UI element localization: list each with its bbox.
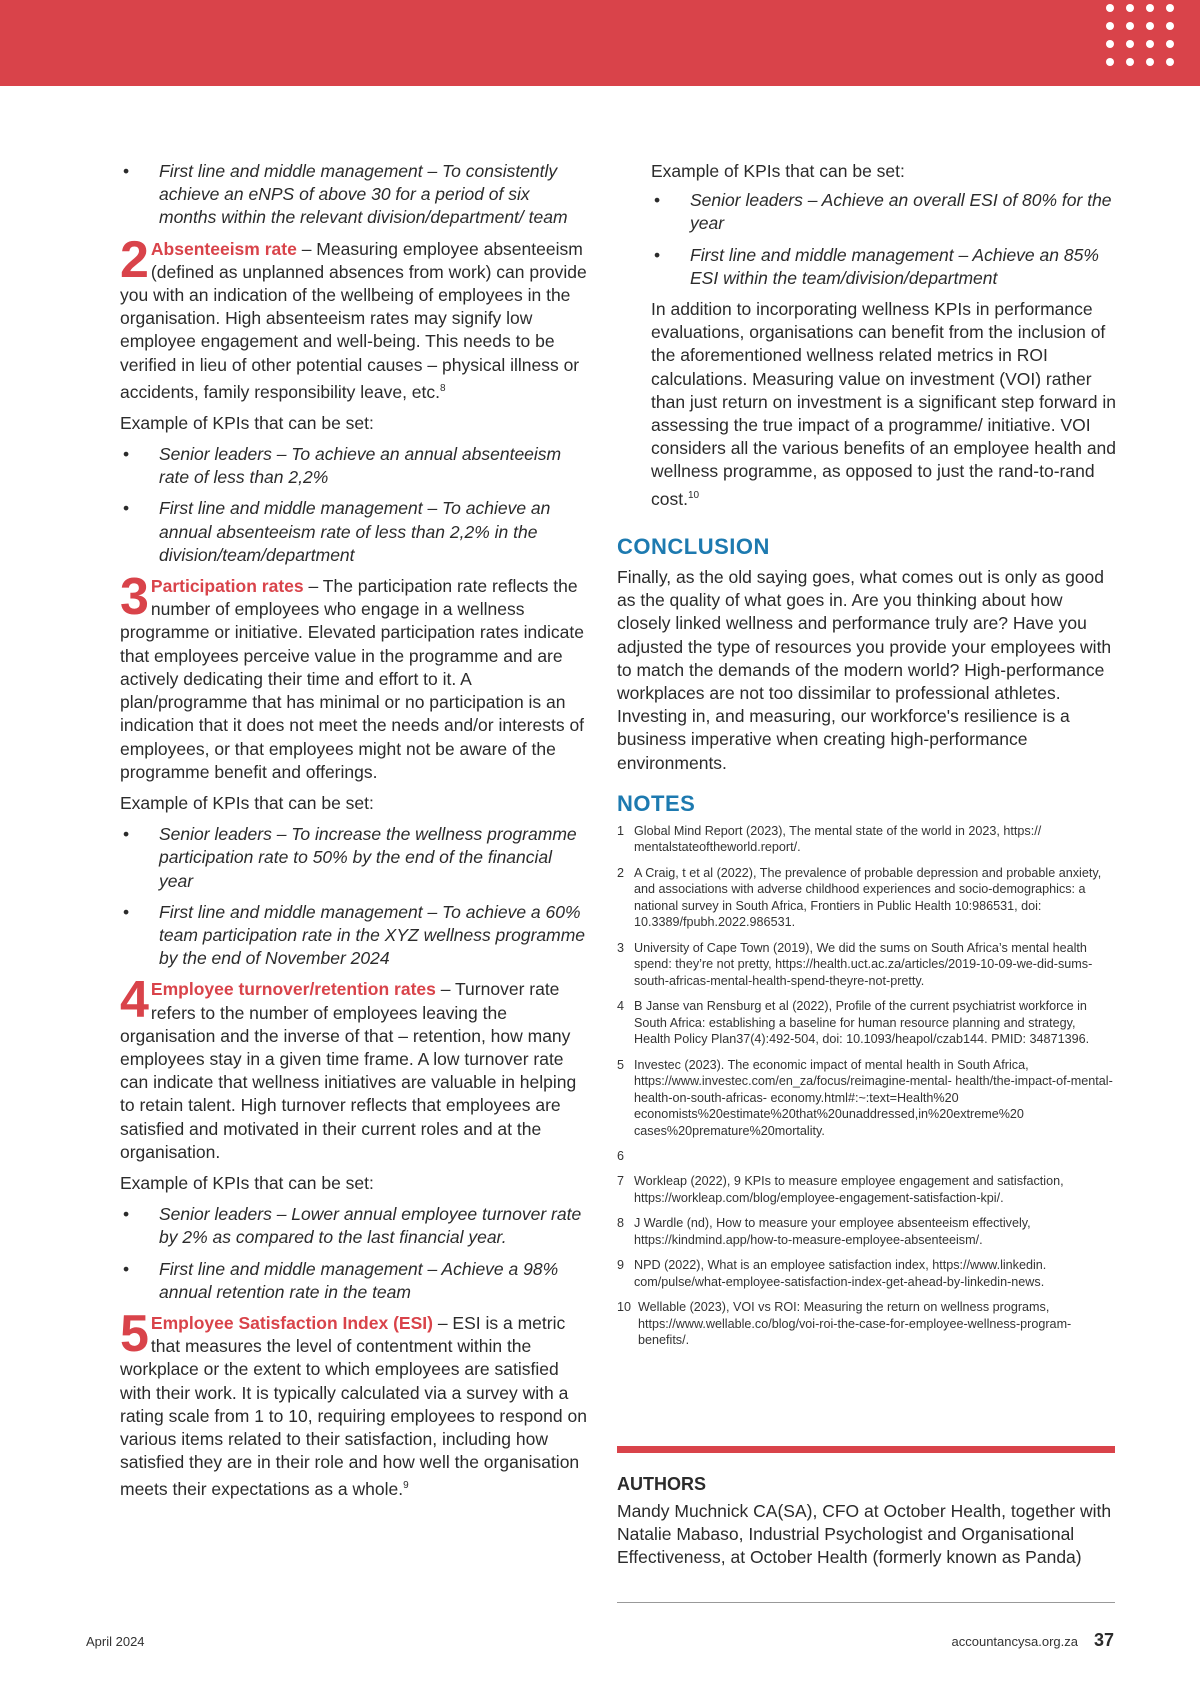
kpi-intro: Example of KPIs that can be set: bbox=[651, 161, 905, 181]
note-item: 1 Global Mind Report (2023), The mental state of the world in 2023, https:// mentalstateoftheworld.report/. bbox=[617, 823, 1042, 855]
dot bbox=[1106, 40, 1114, 48]
dot bbox=[1126, 4, 1134, 12]
note-item: 7 Workleap (2022), 9 KPIs to measure employee engagement and satisfaction, https://workleap.com/blog/employee-engagement-satisfaction-kpi/. bbox=[617, 1174, 1064, 1205]
note-item: 4 B Janse van Rensburg et al (2022), Profile of the current psychiatrist workforce in South Africa: establishing a baseline for human resource planning and strategy, Health Policy Plan37(4):492-504, doi: 10.1093/heapol/czab144. PMID: 34871396. bbox=[617, 999, 1090, 1047]
kpi-item: • Senior leaders – Lower annual employee turnover rate by 2% as compared to the last financial year. bbox=[123, 1204, 582, 1248]
kpi-item: • First line and middle management – Achieve an 85% ESI within the team/division/department bbox=[654, 244, 1099, 288]
metric-participation bbox=[120, 568, 590, 784]
metric-title: Participation rates bbox=[150, 576, 304, 597]
metric-number: 4 bbox=[120, 971, 149, 1030]
metric-number: 2 bbox=[120, 230, 149, 289]
note-item: 8 J Wardle (nd), How to measure your employee absenteeism effectively, https://kindmind.app/how-to-measure-employee-absenteeism/. bbox=[617, 1216, 1031, 1247]
footer-right bbox=[952, 1630, 1115, 1651]
note-item: 6 bbox=[617, 1149, 625, 1164]
metric-description: – ESI is a metric that measures the level of contentment within the workplace or the extent to which employees are satisfied with their work. It is typically calculated via a survey with a rating scale from 1 to 10, requiring employees to respond on various items related to their satisfaction, including how satisfied they are in their role and how well the organisation meets their expectations as a whole. bbox=[120, 1312, 587, 1500]
dot bbox=[1146, 58, 1154, 66]
dot bbox=[1166, 58, 1174, 66]
dot bbox=[1166, 40, 1174, 48]
kpi-item: • Senior leaders – Achieve an overall ESI of 80% for the year bbox=[654, 190, 1112, 234]
page-number: 37 bbox=[1093, 1630, 1114, 1650]
authors-divider bbox=[617, 1446, 1115, 1453]
dot bbox=[1166, 22, 1174, 30]
notes-list bbox=[617, 823, 1115, 1349]
footnote-ref: 8 bbox=[440, 382, 446, 394]
header-bar bbox=[0, 0, 1200, 86]
dot bbox=[1146, 40, 1154, 48]
dot-pattern bbox=[1106, 4, 1174, 66]
dot bbox=[1106, 4, 1114, 12]
authors-text: Mandy Muchnick CA(SA), CFO at October Health, together with Natalie Mabaso, Industrial Psychologist and Organisational Effectiveness, at October Health (formerly known as Panda) bbox=[617, 1501, 1112, 1568]
metric-number: 3 bbox=[120, 568, 149, 627]
note-item: 10 Wellable (2023), VOI vs ROI: Measuring the return on wellness programs, https://www.wellable.co/blog/voi-roi-the-case-for-employee-wellness-program-benefits/. bbox=[617, 1300, 1072, 1348]
kpi-item: • Senior leaders – To achieve an annual absenteeism rate of less than 2,2% bbox=[123, 444, 562, 488]
kpi-item: • First line and middle management – To consistently achieve an eNPS of above 30 for a period of six months within the relevant division/department/ team bbox=[123, 161, 568, 228]
authors-heading: AUTHORS bbox=[617, 1474, 706, 1494]
footer-site: accountancysa.org.za bbox=[951, 1634, 1078, 1649]
note-item: 2 A Craig, t et al (2022), The prevalence of probable depression and probable anxiety, and associations with adverse childhood experiences and socio-demographics: a national survey in South Africa, Frontiers in Public Health 10:986531, doi: 10.3389/fpubh.2022.986531. bbox=[617, 865, 1102, 930]
metric-title: Absenteeism rate bbox=[150, 238, 297, 259]
note-item: 3 University of Cape Town (2019), We did the sums on South Africa’s mental health spend: they’re not pretty, https://health.uct.ac.za/articles/2019-10-09-we-did-sums-south-africas-mental-health-spend-theyre-not-pretty. bbox=[617, 940, 1093, 988]
kpi-list bbox=[120, 160, 590, 230]
dot bbox=[1146, 4, 1154, 12]
notes-heading: NOTES bbox=[617, 790, 696, 816]
right-column-bottom bbox=[617, 528, 1115, 1358]
kpi-intro: Example of KPIs that can be set: bbox=[120, 792, 374, 813]
footnote-ref: 10 bbox=[687, 489, 700, 501]
metric-absenteeism bbox=[120, 230, 590, 404]
kpi-item: • First line and middle management – To achieve an annual absenteeism rate of less than 2,2% in the division/team/department bbox=[123, 498, 551, 565]
metric-description: – The participation rate reflects the number of employees who engage in a wellness programme or initiative. Elevated participation rates indicate that employees perceive value in the programme and are actively dedicating their time and effort to it. A plan/programme that has minimal or no participation is an indication that it does not meet the needs and/or interests of employees, or that employees might not be aware of the programme benefit and offerings. bbox=[120, 576, 585, 782]
kpi-list bbox=[651, 189, 1121, 290]
conclusion-paragraph: Finally, as the old saying goes, what comes out is only as good as the quality of what goes in. Are you thinking about how closely linked wellness and performance truly are? Have you adjusted the type of resources you provide your employees with to match the demands of the modern world? High-performance workplaces are not too dissimilar to professional athletes. Investing in, and measuring, our workforce's resilience is a business imperative when creating high-performance environments. bbox=[617, 567, 1112, 773]
left-column bbox=[120, 160, 590, 1509]
kpi-list bbox=[120, 443, 590, 567]
dot bbox=[1126, 40, 1134, 48]
note-item: 5 Investec (2023). The economic impact of mental health in South Africa, https://www.investec.com/en_za/focus/reimagine-mental- health/the-impact-of-mental-health-on-south-africas- economy.html#:~:text=Health%20 economists%20estimate%20that%20unaddressed,in%20extreme%20 cases%20premature%20mortality. bbox=[617, 1057, 1113, 1138]
kpi-item: • First line and middle management – To achieve a 60% team participation rate in the XYZ wellness programme by the end of November 2024 bbox=[123, 901, 586, 969]
dot bbox=[1126, 58, 1134, 66]
voi-paragraph: In addition to incorporating wellness KPIs in performance evaluations, organisations can benefit from the inclusion of the aforementioned wellness related metrics in ROI calculations. Measuring value on investment (VOI) rather than just return on investment is a significant step forward in assessing the true impact of a programme/ initiative. VOI considers all the various benefits of an employee health and wellness programme, as opposed to just the rand-to-rand cost.$^{10}$ bbox=[651, 299, 1117, 509]
dot bbox=[1126, 22, 1134, 30]
metric-title: Employee turnover/retention rates bbox=[150, 979, 436, 1000]
kpi-intro: Example of KPIs that can be set: bbox=[120, 1172, 374, 1193]
footnote-ref: 9 bbox=[403, 1480, 409, 1492]
kpi-list bbox=[120, 823, 590, 970]
metric-number: 5 bbox=[120, 1304, 149, 1363]
note-item: 9 NPD (2022), What is an employee satisfaction index, https://www.linkedin. com/pulse/what-employee-satisfaction-index-get-ahead-by-linkedin-news. bbox=[617, 1258, 1047, 1289]
metric-esi bbox=[120, 1304, 590, 1501]
kpi-intro: Example of KPIs that can be set: bbox=[120, 412, 374, 433]
metric-title: Employee Satisfaction Index (ESI) bbox=[150, 1312, 433, 1333]
metric-description: – Measuring employee absenteeism (defined as unplanned absences from work) can provide you with an indication of the wellbeing of employees in the organisation. High absenteeism rates may signify low employee engagement and well-being. This needs to be verified in lieu of other potential causes – physical illness or accidents, family responsibility leave, etc. bbox=[120, 238, 587, 402]
footer-date: April 2024 bbox=[86, 1634, 145, 1649]
dot bbox=[1106, 58, 1114, 66]
dot bbox=[1106, 22, 1114, 30]
kpi-list bbox=[120, 1203, 590, 1304]
dot bbox=[1146, 22, 1154, 30]
kpi-item: • First line and middle management – Achieve a 98% annual retention rate in the team bbox=[123, 1258, 559, 1302]
conclusion-heading: CONCLUSION bbox=[617, 534, 770, 559]
right-column-top bbox=[651, 160, 1121, 519]
dot bbox=[1166, 4, 1174, 12]
kpi-item: • Senior leaders – To increase the wellness programme participation rate to 50% by the end of the financial year bbox=[123, 824, 577, 891]
metric-description: – Turnover rate refers to the number of employees leaving the organisation and the inverse of that – retention, how many employees stay in a given time frame. A low turnover rate can indicate that wellness initiatives are valuable in helping to retain talent. High turnover reflects that employees are satisfied and motivated in their current roles and at the organisation. bbox=[120, 979, 577, 1162]
metric-turnover bbox=[120, 971, 590, 1164]
authors-rule bbox=[617, 1602, 1115, 1603]
